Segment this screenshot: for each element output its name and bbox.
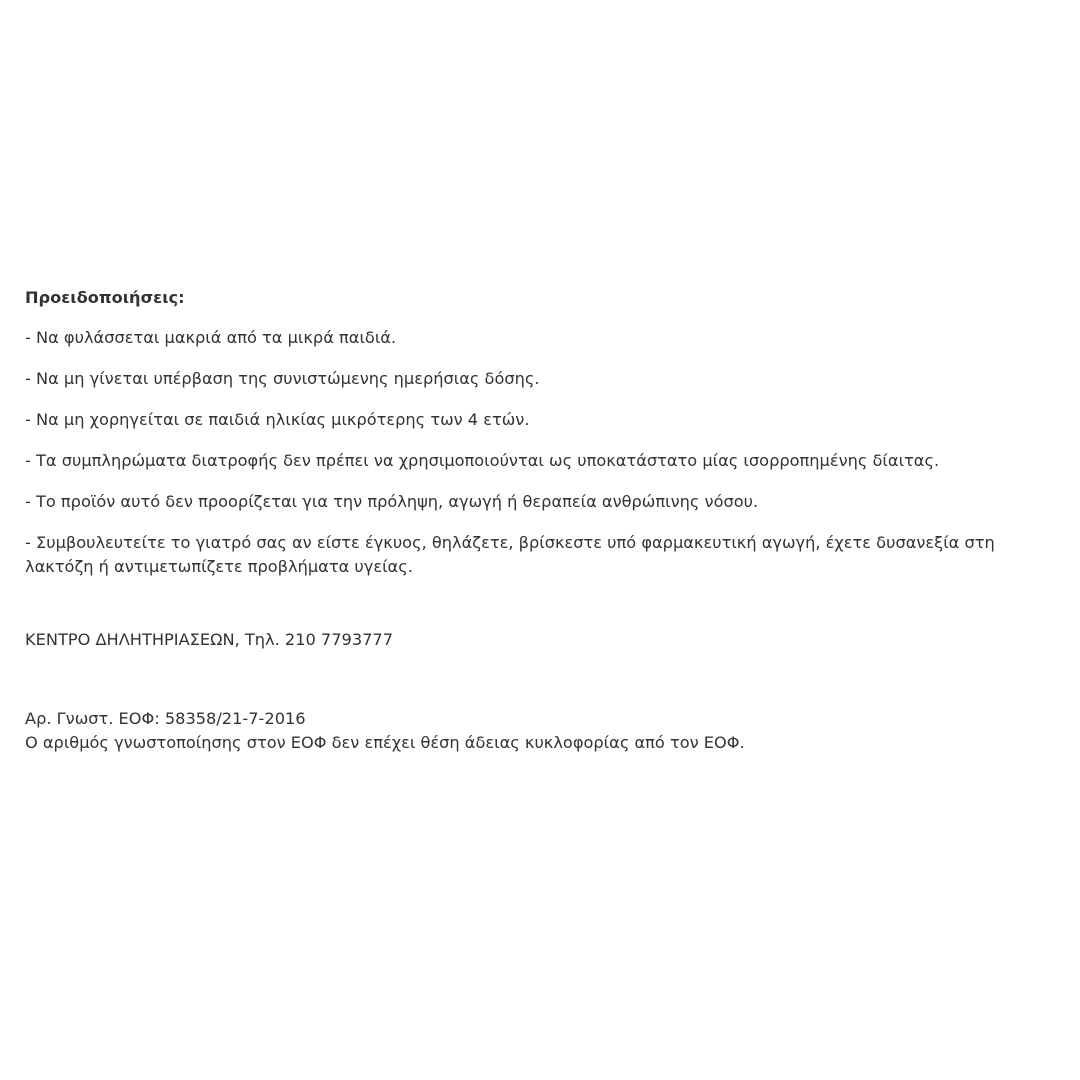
product-info-text xyxy=(25,286,1065,755)
poison-center-contact: ΚΕΝΤΡΟ ΔΗΛΗΤΗΡΙΑΣΕΩΝ, Τηλ. 210 7793777 xyxy=(25,630,394,649)
warning-item xyxy=(25,449,1065,473)
warning-line: λακτόζη ή αντιμετωπίζετε προβλήματα υγείας. xyxy=(25,557,413,576)
warning-line: - Το προϊόν αυτό δεν προορίζεται για την πρόληψη, αγωγή ή θεραπεία ανθρώπινης νόσου. xyxy=(25,492,759,511)
eof-notification xyxy=(25,707,1065,755)
warning-item xyxy=(25,531,1065,579)
warning-item xyxy=(25,408,1065,432)
warning-line: - Να μη γίνεται υπέρβαση της συνιστώμενης ημερήσιας δόσης. xyxy=(25,369,540,388)
warning-line: - Συμβουλευτείτε το γιατρό σας αν είστε έγκυος, θηλάζετε, βρίσκεστε υπό φαρμακευτική αγωγή, έχετε δυσανεξία στη xyxy=(25,533,995,552)
eof-number: Αρ. Γνωστ. ΕΟΦ: 58358/21-7-2016 xyxy=(25,709,306,728)
warning-item xyxy=(25,490,1065,514)
warnings-heading: Προειδοποιήσεις: xyxy=(25,288,185,307)
warning-item xyxy=(25,326,1065,350)
warning-line: - Να φυλάσσεται μακριά από τα μικρά παιδιά. xyxy=(25,328,397,347)
warning-line: - Να μη χορηγείται σε παιδιά ηλικίας μικρότερης των 4 ετών. xyxy=(25,410,530,429)
warning-line: - Τα συμπληρώματα διατροφής δεν πρέπει να χρησιμοποιούνται ως υποκατάστατο μίας ισορροπημένης δίαιτας. xyxy=(25,451,940,470)
warnings-list xyxy=(25,326,1065,579)
eof-disclaimer: Ο αριθμός γνωστοποίησης στον ΕΟΦ δεν επέχει θέση άδειας κυκλοφορίας από τον ΕΟΦ. xyxy=(25,733,745,752)
warning-item xyxy=(25,367,1065,391)
